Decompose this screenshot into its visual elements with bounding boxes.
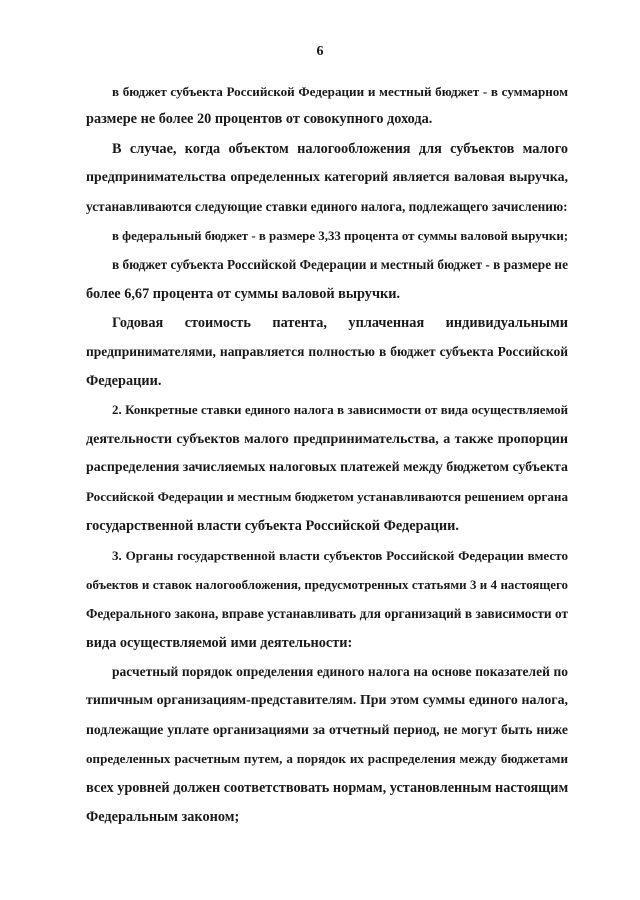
text-line: в федеральный бюджет - в размере 3,33 процента от суммы валовой выручки; bbox=[112, 229, 569, 243]
text-line: в бюджет субъекта Российской Федерации и местный бюджет - в суммарном bbox=[112, 84, 568, 99]
text-line: более 6,67 процента от суммы валовой выручки. bbox=[86, 286, 401, 302]
text-line: 3. Органы государственной власти субъектов Российской Федерации вместо bbox=[112, 548, 568, 563]
text-line: государственной власти субъекта Российской Федерации. bbox=[86, 518, 459, 534]
text-line: Российской Федерации и местным бюджетом устанавливаются решением органа bbox=[86, 489, 568, 504]
text-line: типичным организациям-представителям. При этом суммы единого налога, bbox=[86, 693, 568, 708]
text-line: предпринимательства определенных категорий является валовая выручка, bbox=[86, 170, 568, 185]
text-line: устанавливаются следующие ставки единого налога, подлежащего зачислению: bbox=[86, 199, 568, 214]
text-line: Годовая стоимость патента, уплаченная индивидуальными bbox=[112, 315, 568, 331]
text-line: 2. Конкретные ставки единого налога в зависимости от вида осуществляемой bbox=[112, 403, 568, 417]
text-line: вида осуществляемой ими деятельности: bbox=[86, 635, 353, 651]
text-line: расчетный порядок определения единого налога на основе показателей по bbox=[112, 664, 568, 679]
text-line: всех уровней должен соответствовать нормам, установленным настоящим bbox=[86, 780, 569, 796]
text-line: В случае, когда объектом налогообложения для субъектов малого bbox=[112, 141, 568, 157]
text-line: в бюджет субъекта Российской Федерации и местный бюджет - в размере не bbox=[112, 257, 568, 272]
text-line: деятельности субъектов малого предпринимательства, а также пропорции bbox=[86, 431, 568, 447]
text-line: подлежащие уплате организациями за отчетный период, не могут быть ниже bbox=[86, 722, 568, 737]
text-line: предпринимателями, направляется полностью в бюджет субъекта Российской bbox=[86, 344, 568, 359]
text-line: размере не более 20 процентов от совокупного дохода. bbox=[86, 111, 433, 127]
text-line: распределения зачисляемых налоговых платежей между бюджетом субъекта bbox=[86, 460, 568, 475]
text-line: Федерального закона, вправе устанавливать для организаций в зависимости от bbox=[86, 606, 568, 621]
text-line: объектов и ставок налогообложения, предусмотренных статьями 3 и 4 настоящего bbox=[86, 578, 568, 592]
page-number: 6 bbox=[316, 44, 324, 59]
text-line: определенных расчетным путем, а порядок их распределения между бюджетами bbox=[86, 751, 568, 766]
text-line: Федерации. bbox=[86, 373, 162, 389]
text-line: Федеральным законом; bbox=[86, 809, 240, 825]
